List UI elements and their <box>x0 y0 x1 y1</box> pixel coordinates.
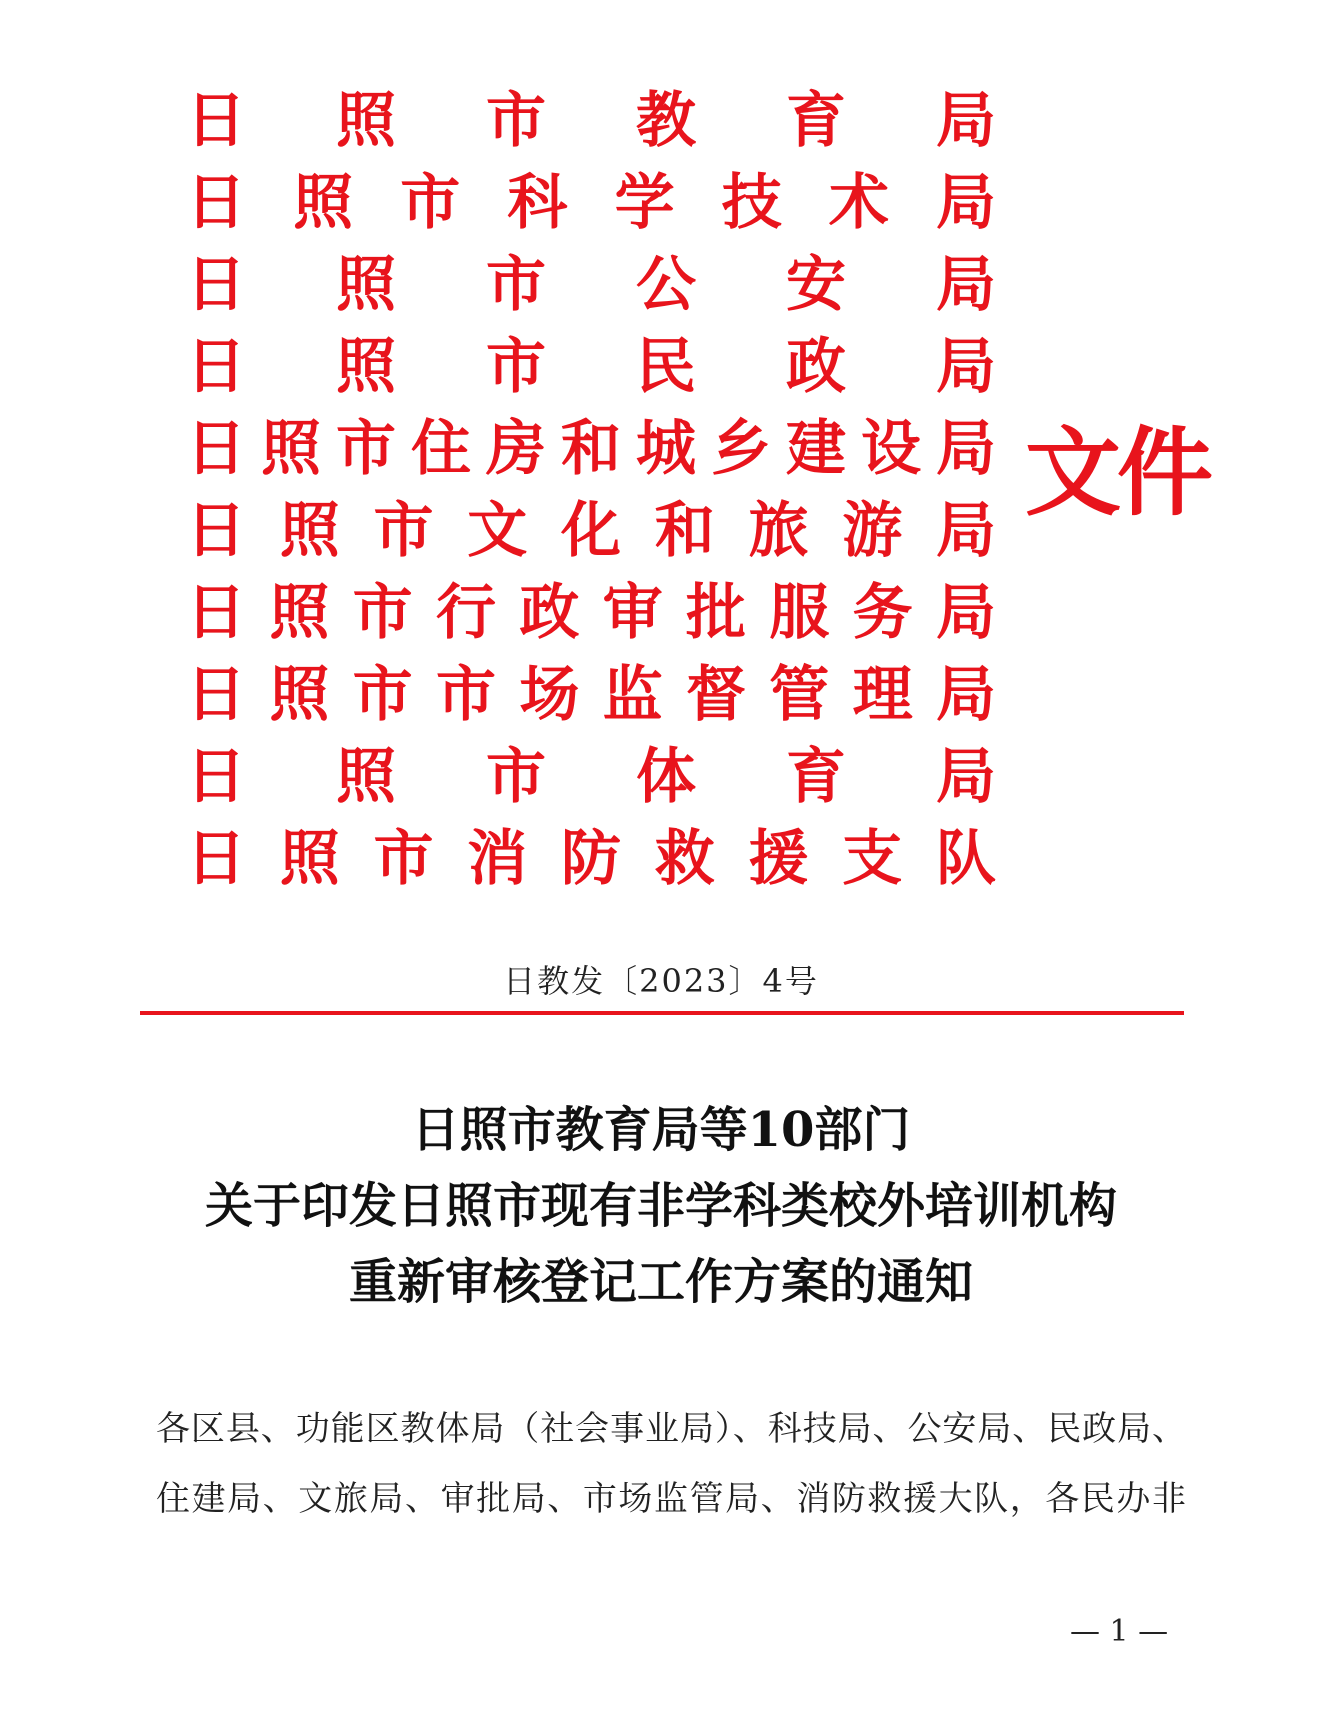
department-char: 照 <box>293 168 354 238</box>
department-char: 日 <box>186 578 246 648</box>
department-char: 局 <box>935 660 996 730</box>
department-char: 市 <box>352 660 413 730</box>
department-char: 照 <box>336 250 396 320</box>
department-char: 局 <box>936 86 996 156</box>
department-char: 民 <box>636 332 696 402</box>
department-char: 日 <box>186 168 246 238</box>
department-char: 照 <box>279 824 340 894</box>
department-char: 术 <box>828 168 889 238</box>
department-char: 乡 <box>711 414 771 484</box>
department-char: 市 <box>486 332 546 402</box>
department-char: 技 <box>721 168 782 238</box>
department-char: 日 <box>186 414 246 484</box>
department-char: 消 <box>467 824 528 894</box>
department-char: 照 <box>336 86 396 156</box>
department-char: 科 <box>507 168 568 238</box>
department-char: 市 <box>486 86 546 156</box>
department-char: 市 <box>352 578 413 648</box>
department-char: 日 <box>186 86 246 156</box>
department-char: 市 <box>336 414 396 484</box>
document-title <box>0 1092 1322 1320</box>
department-char: 局 <box>936 250 996 320</box>
department-char: 局 <box>936 496 996 566</box>
department-char: 房 <box>486 414 546 484</box>
department-char: 局 <box>935 578 996 648</box>
department-char: 照 <box>336 742 396 812</box>
department-char: 场 <box>519 660 580 730</box>
department-line <box>186 244 996 326</box>
department-char: 城 <box>636 414 696 484</box>
department-line <box>186 162 996 244</box>
department-char: 设 <box>861 414 921 484</box>
department-line <box>186 572 996 654</box>
department-char: 政 <box>786 332 846 402</box>
department-char: 住 <box>411 414 471 484</box>
title-line-1: 日照市教育局等10部门 <box>411 1102 911 1158</box>
department-char: 照 <box>336 332 396 402</box>
department-char: 市 <box>486 742 546 812</box>
department-char: 局 <box>935 168 996 238</box>
department-char: 监 <box>602 660 663 730</box>
department-char: 市 <box>373 496 434 566</box>
department-char: 局 <box>936 742 996 812</box>
department-char: 照 <box>261 414 321 484</box>
department-char: 旅 <box>748 496 809 566</box>
department-char: 日 <box>186 660 246 730</box>
department-char: 照 <box>269 578 330 648</box>
department-char: 建 <box>786 414 846 484</box>
department-char: 市 <box>400 168 461 238</box>
department-line <box>186 80 996 162</box>
department-char: 日 <box>186 250 246 320</box>
title-line-2: 关于印发日照市现有非学科类校外培训机构 <box>204 1178 1117 1234</box>
body-line-1: 各区县、功能区教体局（社会事业局）、科技局、公安局、民政局、 <box>156 1409 1186 1449</box>
department-char: 局 <box>936 414 996 484</box>
department-char: 市 <box>435 660 496 730</box>
document-type-label: 文件 <box>1025 416 1209 529</box>
department-char: 支 <box>842 824 903 894</box>
document-body <box>156 1394 1186 1534</box>
department-char: 日 <box>186 742 246 812</box>
department-line <box>186 818 996 900</box>
department-char: 救 <box>654 824 715 894</box>
department-char: 化 <box>561 496 621 566</box>
department-char: 公 <box>636 250 696 320</box>
issuing-departments <box>186 80 996 900</box>
department-char: 行 <box>435 578 496 648</box>
document-number: 日教发〔2023〕4号 <box>503 962 819 1000</box>
department-char: 局 <box>936 332 996 402</box>
department-char: 理 <box>852 660 913 730</box>
department-char: 服 <box>769 578 830 648</box>
department-char: 文 <box>467 496 528 566</box>
department-line <box>186 736 996 818</box>
department-char: 援 <box>748 824 809 894</box>
department-char: 管 <box>769 660 830 730</box>
red-separator-line <box>140 1011 1184 1015</box>
department-char: 和 <box>654 496 715 566</box>
department-char: 市 <box>373 824 434 894</box>
title-line-3: 重新审核登记工作方案的通知 <box>348 1254 973 1310</box>
department-char: 日 <box>186 824 246 894</box>
department-char: 日 <box>186 496 246 566</box>
department-char: 育 <box>786 86 846 156</box>
department-char: 防 <box>561 824 621 894</box>
department-char: 日 <box>186 332 246 402</box>
department-char: 队 <box>936 824 996 894</box>
department-char: 审 <box>602 578 663 648</box>
department-char: 教 <box>636 86 696 156</box>
department-line <box>186 326 996 408</box>
page-number: — 1 — <box>1070 1614 1169 1649</box>
body-line-2: 住建局、文旅局、审批局、市场监管局、消防救援大队，各民办非 <box>156 1479 1186 1519</box>
department-char: 学 <box>614 168 675 238</box>
department-char: 务 <box>852 578 913 648</box>
department-char: 照 <box>279 496 340 566</box>
department-char: 体 <box>636 742 696 812</box>
department-char: 批 <box>685 578 746 648</box>
department-char: 育 <box>786 742 846 812</box>
department-char: 市 <box>486 250 546 320</box>
department-char: 政 <box>519 578 580 648</box>
department-char: 游 <box>842 496 903 566</box>
department-line <box>186 654 996 736</box>
department-line <box>186 490 996 572</box>
department-char: 和 <box>561 414 621 484</box>
department-char: 照 <box>269 660 330 730</box>
department-line <box>186 408 996 490</box>
department-char: 督 <box>685 660 746 730</box>
department-char: 安 <box>786 250 846 320</box>
